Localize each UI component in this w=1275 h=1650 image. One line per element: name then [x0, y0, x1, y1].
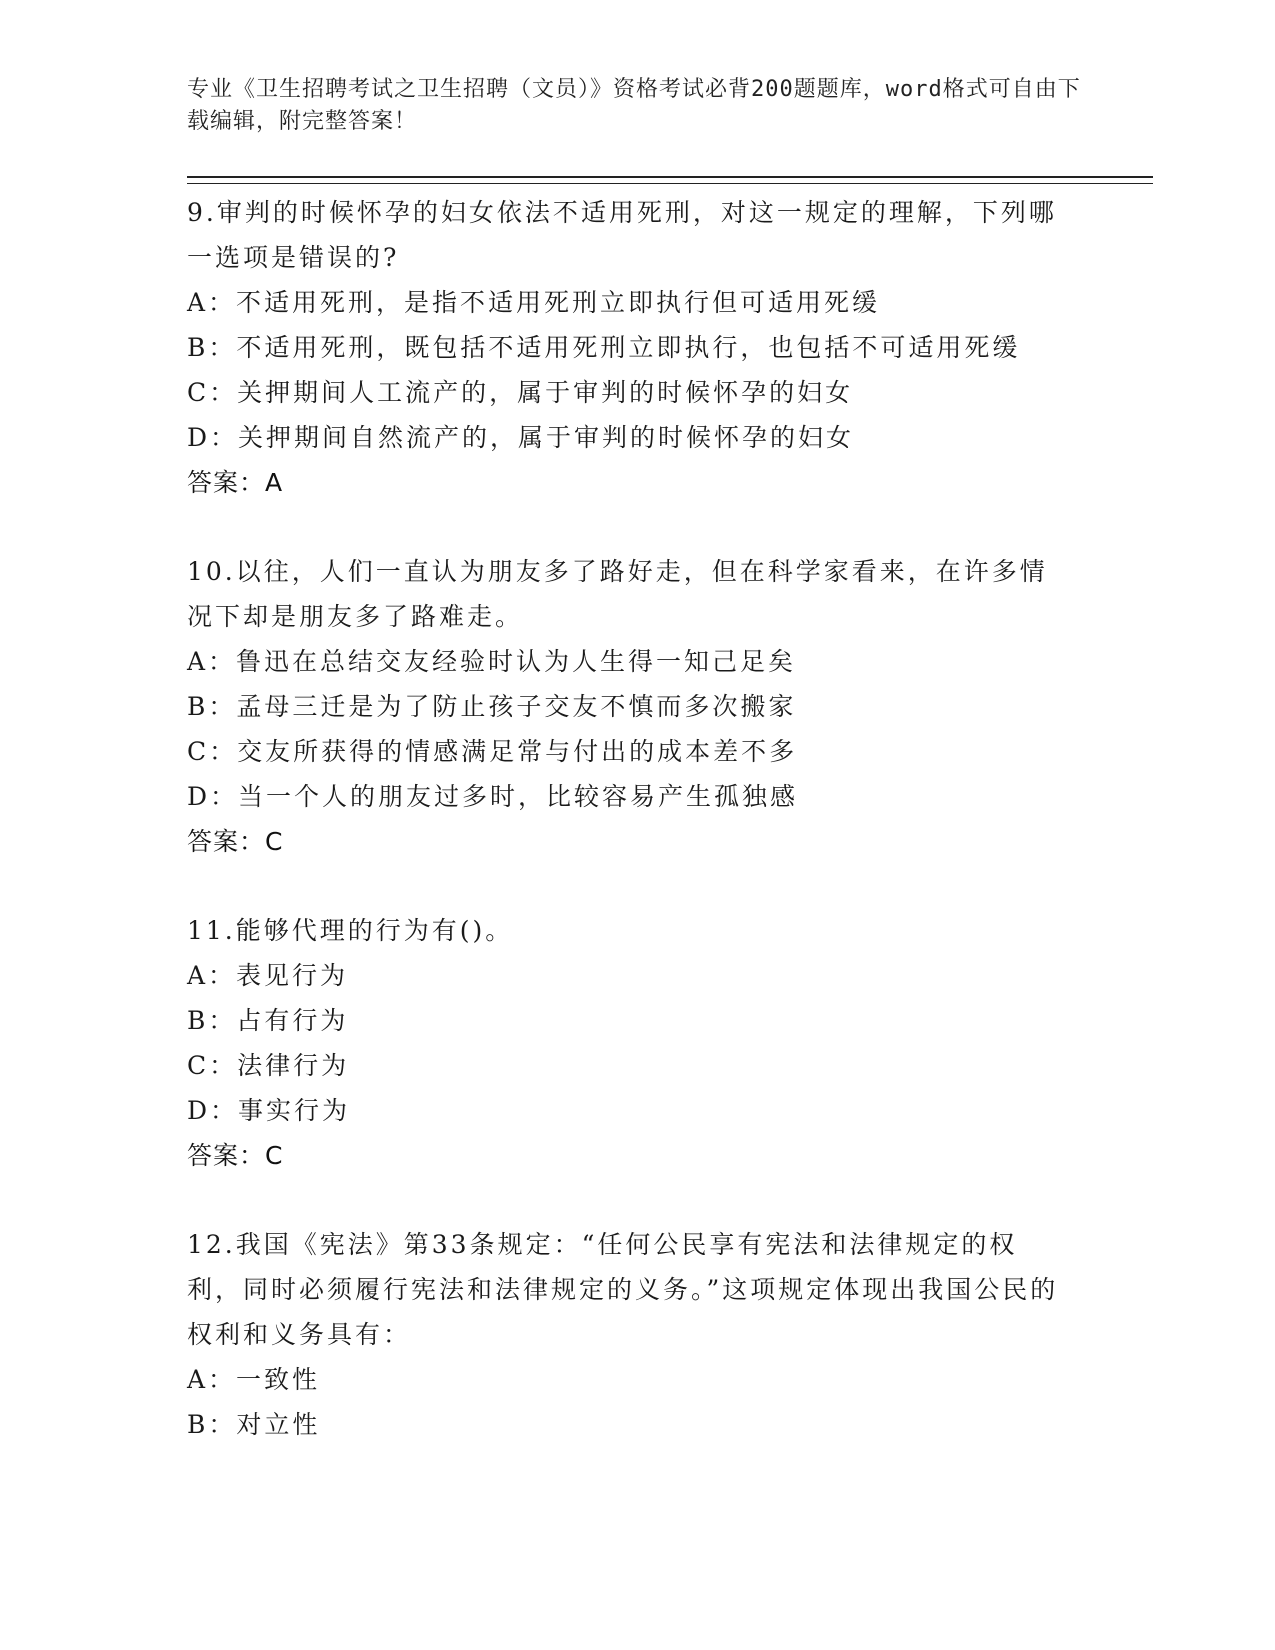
question-stem: 11.能够代理的行为有()。	[187, 916, 514, 945]
option-c: C：法律行为	[187, 1051, 350, 1080]
option-b: B：不适用死刑，既包括不适用死刑立即执行，也包括不可适用死缓	[187, 333, 1021, 362]
question-9	[187, 190, 1087, 505]
question-12	[187, 1222, 1087, 1447]
question-list	[187, 190, 1087, 1447]
header-divider	[187, 176, 1153, 184]
option-b: B：对立性	[187, 1410, 321, 1439]
option-a: A：一致性	[187, 1365, 321, 1394]
answer-line: 答案：C	[187, 827, 284, 856]
option-d: D：关押期间自然流产的，属于审判的时候怀孕的妇女	[187, 423, 855, 452]
answer-line: 答案：C	[187, 1141, 284, 1170]
option-c: C：交友所获得的情感满足常与付出的成本差不多	[187, 737, 798, 766]
answer-line: 答案：A	[187, 468, 284, 497]
option-a: A：鲁迅在总结交友经验时认为人生得一知己足矣	[187, 647, 797, 676]
option-c: C：关押期间人工流产的，属于审判的时候怀孕的妇女	[187, 378, 854, 407]
option-d: D：事实行为	[187, 1096, 351, 1125]
question-11	[187, 908, 1087, 1178]
question-stem: 10.以往，人们一直认为朋友多了路好走，但在科学家看来，在许多情况下却是朋友多了路难走。	[187, 557, 1048, 631]
document-header: 专业《卫生招聘考试之卫生招聘（文员）》资格考试必背200题题库，word格式可自由下载编辑，附完整答案！	[187, 77, 1081, 134]
question-stem: 9.审判的时候怀孕的妇女依法不适用死刑，对这一规定的理解，下列哪一选项是错误的?	[187, 198, 1057, 272]
option-a: A：表见行为	[187, 961, 349, 990]
option-d: D：当一个人的朋友过多时，比较容易产生孤独感	[187, 782, 799, 811]
question-10	[187, 549, 1087, 864]
option-a: A：不适用死刑，是指不适用死刑立即执行但可适用死缓	[187, 288, 881, 317]
option-b: B：孟母三迁是为了防止孩子交友不慎而多次搬家	[187, 692, 797, 721]
question-stem: 12.我国《宪法》第33条规定：“任何公民享有宪法和法律规定的权利，同时必须履行宪法和法律规定的义务。”这项规定体现出我国公民的权利和义务具有：	[187, 1230, 1059, 1349]
option-b: B：占有行为	[187, 1006, 349, 1035]
